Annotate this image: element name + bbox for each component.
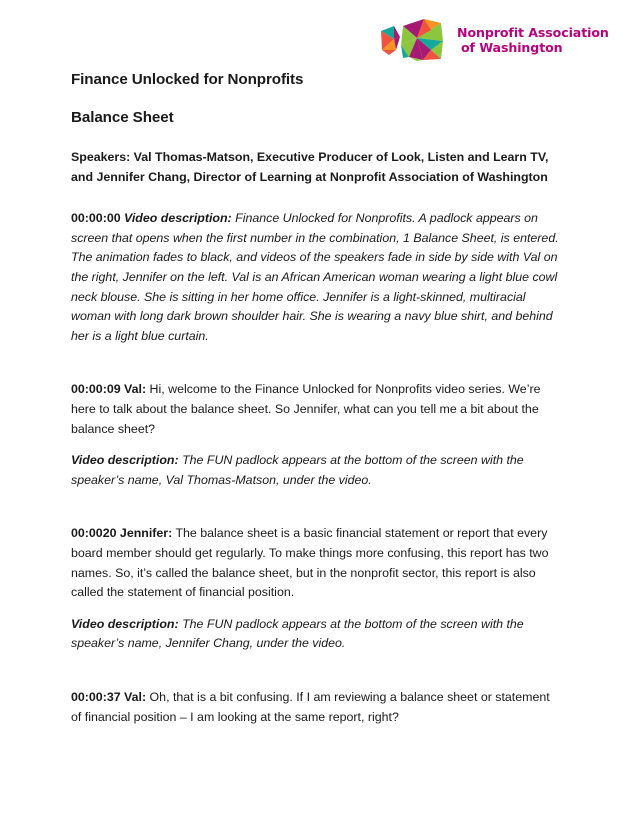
timestamp: 00:00:09 (71, 382, 125, 397)
video-description-label: Video description: (124, 211, 232, 226)
timestamp: 00:00:37 (71, 689, 125, 704)
transcript-entry (71, 451, 561, 490)
transcript-entry (71, 688, 561, 727)
entry-text: Oh, that is a bit confusing. If I am reviewing a balance sheet or statement of financial position – I am looking at the same report, right? (71, 689, 550, 724)
transcript-entry (71, 615, 561, 654)
entry-text: The FUN padlock appears at the bottom of the screen with the speaker’s name, Jennifer Chang, under the video. (71, 616, 524, 651)
speakers-line: Speakers: Val Thomas-Matson, Executive Producer of Look, Listen and Learn TV, and Jennifer Chang, Director of Learning at Nonprofit Association of Washington (71, 150, 549, 184)
organization-logo (379, 16, 609, 64)
timestamp: 00:0020 (71, 526, 120, 541)
logo-wordmark-line-1: Nonprofit Association (457, 25, 609, 40)
document-content (71, 70, 561, 739)
page-title: Finance Unlocked for Nonprofits (71, 71, 304, 88)
transcript-entry (71, 209, 561, 346)
timestamp: 00:00:00 (71, 211, 125, 226)
page-subtitle: Balance Sheet (71, 108, 174, 126)
transcript-entry (71, 524, 561, 602)
video-description-label: Video description: (71, 453, 179, 468)
entry-text: The balance sheet is a basic financial statement or report that every board member should get regularly. To make things more confusing, this report has two names. So, it’s called the balance sheet, but in the nonprofit sector, this report is also called the statement of financial position. (71, 526, 549, 600)
entry-text: The FUN padlock appears at the bottom of the screen with the speaker’s name, Val Thomas-Matson, under the video. (71, 453, 524, 487)
entry-text: Hi, welcome to the Finance Unlocked for Nonprofits video series. We’re here to talk about the balance sheet. So Jennifer, what can you tell me a bit about the balance sheet? (71, 382, 541, 436)
speaker-label: Val: (124, 689, 147, 704)
section-spacer (71, 666, 561, 688)
section-spacer (71, 502, 561, 524)
logo-wordmark (457, 25, 609, 55)
speaker-label: Val: (124, 382, 147, 397)
section-spacer (71, 358, 561, 380)
video-description-label: Video description: (71, 616, 179, 631)
speaker-label: Jennifer: (119, 526, 173, 541)
nonprofit-association-of-washington-logo-icon (379, 17, 449, 63)
logo-wordmark-line-2: of Washington (461, 40, 563, 55)
transcript-entry (71, 380, 561, 439)
entry-text: Finance Unlocked for Nonprofits. A padlock appears on screen that opens when the first number in the combination, 1 Balance Sheet, is entered. The animation fades to black, and videos of the speakers fade in side by side with Val on the right, Jennifer on the left. Val is an African American woman wearing a light blue cowl neck blouse. She is sitting in her home office. Jennifer is a light-skinned, multiracial woman with long dark brown shoulder hair. She is wearing a navy blue shirt, and behind her is a light blue curtain. (71, 211, 559, 343)
transcript-list (71, 209, 561, 727)
